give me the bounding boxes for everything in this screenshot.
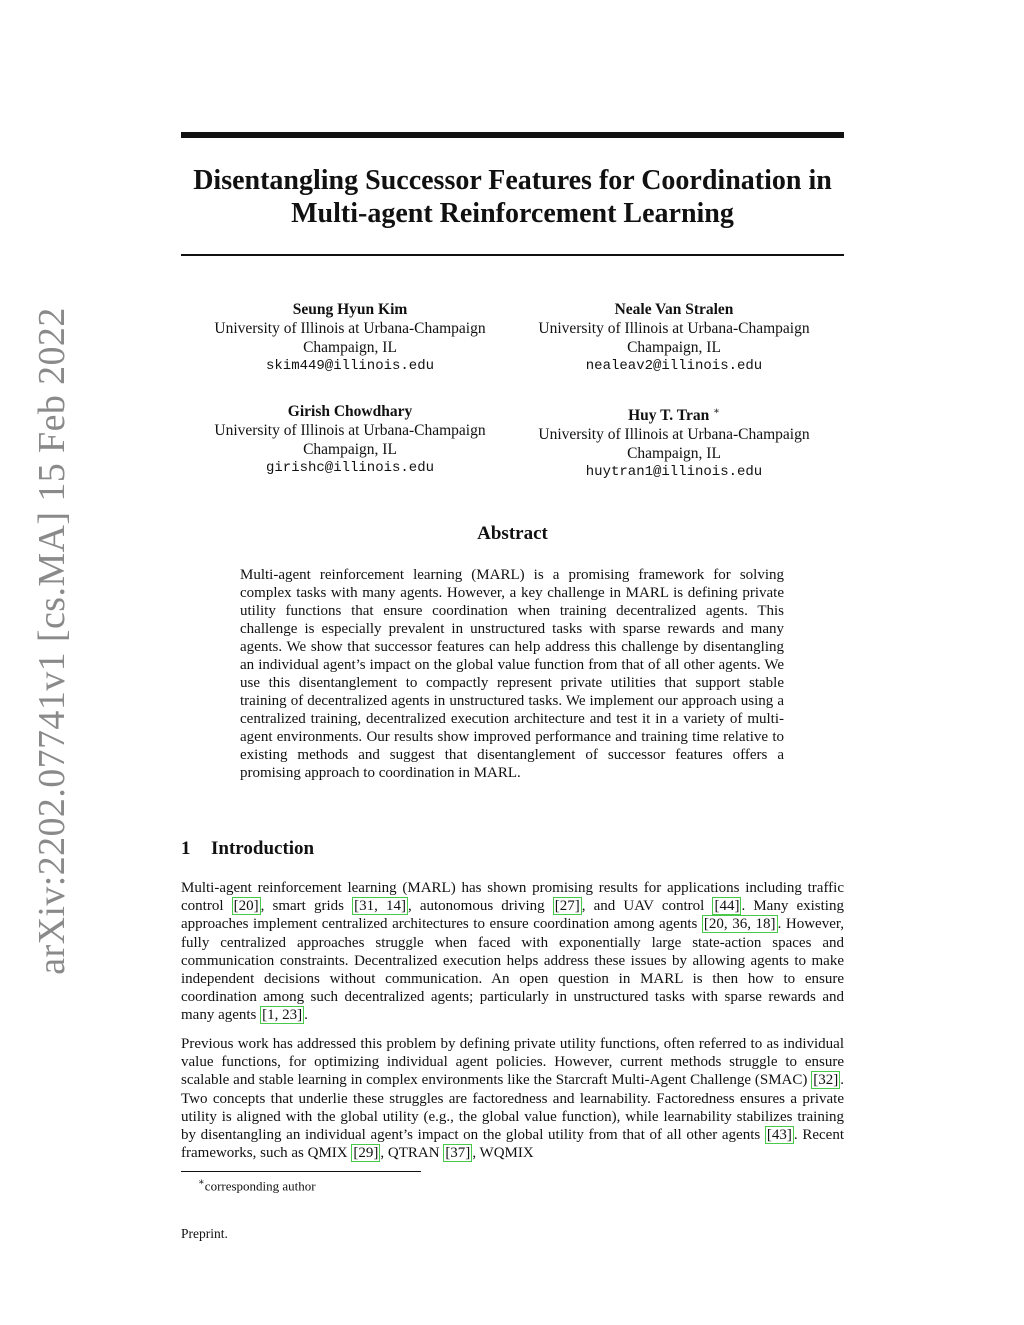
author-location: Champaign, IL <box>627 445 721 463</box>
paragraph-text: Previous work has addressed this problem by defining private utility functions, often referred to as individual value functions, for optimizing individual agent policies. However, current methods struggle to ensure scalable and stable learning in complex environments like the Starcraft Multi-Agent Challenge (SMAC) <box>181 1036 844 1089</box>
paragraph-text: . <box>304 1007 308 1024</box>
citation-link[interactable]: [29] <box>353 1145 379 1162</box>
paragraph-text: . Two concepts that underlie these struggles are factoredness and learnability. Factoredness ensures a private utility is aligned with the global utility (e.g., the global value function), while learnability stabilizes training by disentangling an individual agent’s impact on the global utility from that of all other agents <box>181 1072 844 1144</box>
paragraph-text: , WQMIX <box>472 1145 534 1162</box>
paragraph-text: . Recent frameworks, such as QMIX <box>181 1127 844 1162</box>
footnote-rule <box>181 1171 421 1172</box>
title-top-rule <box>181 132 844 138</box>
paragraph-text: Multi-agent reinforcement learning (MARL) has shown promising results for applications including traffic control <box>181 880 844 915</box>
paragraph-text: , and UAV control <box>581 898 713 915</box>
footnote-marker: ∗ <box>198 1177 205 1188</box>
citation-link[interactable]: [37] <box>445 1145 471 1162</box>
author-affiliation: University of Illinois at Urbana-Champaign <box>538 426 810 444</box>
citation-link[interactable]: [20, 36, 18] <box>703 916 776 933</box>
paragraph-text: , smart grids <box>260 898 353 915</box>
paragraph-text: . However, fully centralized approaches struggle when faced with exponentially large state-action spaces and communication constraints. Decentralized execution helps address these issues by allowing agents to make independent decisions without communication. An open question in MARL is then how to ensure coordination among such decentralized agents; particularly in unstructured tasks with sparse rewards and many agents <box>181 916 845 1024</box>
intro-paragraph-1 <box>181 879 844 1025</box>
title-bottom-rule <box>181 254 844 256</box>
abstract-heading: Abstract <box>477 523 548 544</box>
footnote-marker[interactable]: ∗ <box>713 406 720 417</box>
section-title: Introduction <box>211 838 315 859</box>
author-name <box>509 402 839 425</box>
citation-link[interactable]: [27] <box>554 898 580 915</box>
author-name-text: Huy T. Tran <box>628 407 710 425</box>
arxiv-side-stamp: arXiv:2202.07741v1 [cs.MA] 15 Feb 2022 <box>31 307 73 975</box>
footnote <box>198 1177 316 1194</box>
citation-link[interactable]: [32] <box>813 1072 839 1089</box>
author-block <box>185 402 515 478</box>
author-email[interactable]: huytran1@illinois.edu <box>585 464 763 481</box>
citation-link[interactable]: [31, 14] <box>354 898 406 915</box>
paper-title: Disentangling Successor Features for Coordination in Multi-agent Reinforcement Learning <box>193 165 832 229</box>
author-block <box>185 300 515 376</box>
preprint-label: Preprint. <box>181 1226 228 1241</box>
citation-link[interactable]: [44] <box>714 898 740 915</box>
author-affiliation: University of Illinois at Urbana-Champaign <box>538 320 810 337</box>
paragraph-text: , autonomous driving <box>407 898 553 915</box>
citation-link[interactable]: [43] <box>766 1127 792 1144</box>
author-block <box>509 300 839 376</box>
author-location: Champaign, IL <box>627 339 721 356</box>
section-heading <box>181 838 314 860</box>
paragraph-text: , QTRAN <box>380 1145 444 1162</box>
author-name: Girish Chowdhary <box>287 403 413 420</box>
section-number: 1 <box>181 838 191 859</box>
intro-paragraph-2 <box>181 1035 844 1162</box>
author-location: Champaign, IL <box>303 441 397 458</box>
author-affiliation: University of Illinois at Urbana-Champaign <box>214 320 486 337</box>
author-affiliation: University of Illinois at Urbana-Champaign <box>214 422 486 439</box>
author-email[interactable]: nealeav2@illinois.edu <box>585 358 763 374</box>
citation-link[interactable]: [1, 23] <box>262 1007 303 1024</box>
author-email[interactable]: girishc@illinois.edu <box>265 460 435 476</box>
footnote-text: corresponding author <box>204 1178 316 1194</box>
paragraph-text: . Many existing approaches implement centralized architectures to ensure coordination among agents <box>181 898 844 933</box>
abstract-text: Multi-agent reinforcement learning (MARL) is a promising framework for solving complex tasks with many agents. However, a key challenge in MARL is defining private utility functions that ensure coordination when training decentralized agents. This challenge is especially prevalent in unstructured tasks with sparse rewards and many agents. We show that successor features can help address this challenge by disentangling an individual agent’s impact on the global value function from that of all other agents. We use this disentanglement to compactly represent private utilities that support stable training of decentralized agents in unstructured tasks. We implement our approach using a centralized training, decentralized execution architecture and test it in a variety of multi-agent environments. Our results show improved performance and training time relative to existing methods and suggest that disentanglement of successor features offers a promising approach to coordination in MARL. <box>240 567 784 781</box>
author-name: Neale Van Stralen <box>614 301 734 318</box>
author-block <box>509 402 839 482</box>
author-location: Champaign, IL <box>303 339 397 356</box>
citation-link[interactable]: [20] <box>233 898 259 915</box>
author-email[interactable]: skim449@illinois.edu <box>265 358 435 374</box>
author-name: Seung Hyun Kim <box>292 301 408 318</box>
